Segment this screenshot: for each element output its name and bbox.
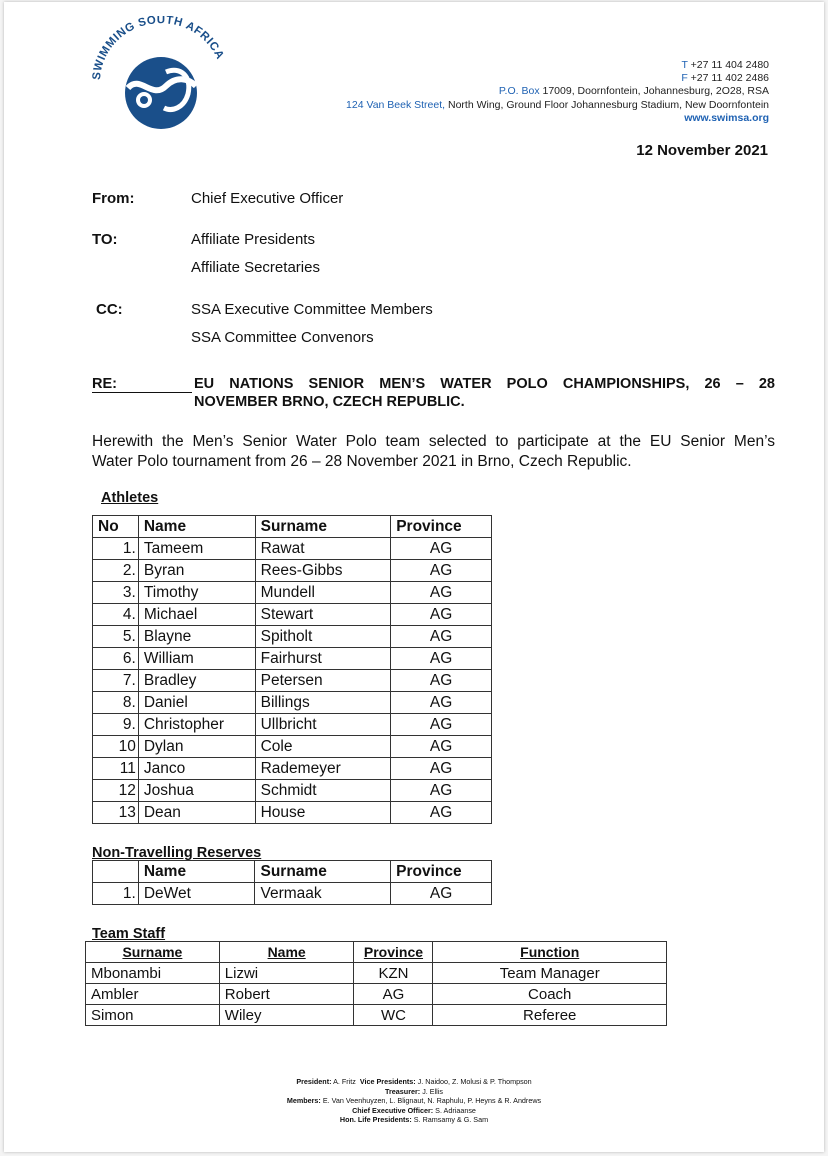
- table-cell: AG: [391, 670, 492, 692]
- footer-line-1: President: A. Fritz Vice Presidents: J. Naidoo, Z. Molusi & P. Thompson: [296, 1077, 532, 1086]
- footer-line-4: Chief Executive Officer: S. Adriaanse: [352, 1105, 476, 1115]
- table-cell: 9.: [93, 714, 139, 736]
- table-row: [93, 538, 492, 560]
- table-cell: House: [255, 802, 391, 824]
- table-cell: Spitholt: [255, 626, 391, 648]
- intro-paragraph: [92, 432, 775, 472]
- table-cell: AG: [391, 736, 492, 758]
- col-header-surname: Surname: [86, 942, 220, 963]
- table-cell: Blayne: [138, 626, 255, 648]
- website-link[interactable]: www.swimsa.org: [684, 111, 769, 124]
- svg-text:SWIMMING SOUTH AFRICA: SWIMMING SOUTH AFRICA: [90, 16, 226, 81]
- col-header-province: Province: [391, 861, 492, 883]
- table-cell: Tameem: [138, 538, 255, 560]
- table-cell: Mbonambi: [86, 963, 220, 984]
- contact-block: [346, 59, 769, 125]
- table-cell: 5.: [93, 626, 139, 648]
- po-box-line: P.O. Box 17009, Doornfontein, Johannesburg, 2O28, RSA: [498, 85, 769, 98]
- table-row: [93, 692, 492, 714]
- table-cell: Robert: [219, 984, 354, 1005]
- table-cell: Dylan: [138, 736, 255, 758]
- table-cell: Christopher: [138, 714, 255, 736]
- table-cell: Ambler: [86, 984, 220, 1005]
- table-cell: 6.: [93, 648, 139, 670]
- table-cell: Michael: [138, 604, 255, 626]
- cc-label: CC:: [96, 301, 123, 318]
- table-cell: Coach: [433, 984, 667, 1005]
- table-cell: Wiley: [219, 1005, 354, 1026]
- cc-value-1: SSA Executive Committee Members: [191, 301, 433, 318]
- table-row: [86, 984, 667, 1005]
- table-row: [93, 560, 492, 582]
- table-row: [93, 736, 492, 758]
- re-label: RE:: [92, 376, 117, 392]
- table-row: [93, 758, 492, 780]
- table-cell: Vermaak: [255, 883, 391, 905]
- table-cell: Ullbricht: [255, 714, 391, 736]
- intro-line-2: Water Polo tournament from 26 – 28 November 2021 in Brno, Czech Republic.: [92, 453, 632, 470]
- table-cell: Joshua: [138, 780, 255, 802]
- table-cell: DeWet: [138, 883, 255, 905]
- footer-line-5: Hon. Life Presidents: S. Ramsamy & G. Sam: [339, 1115, 489, 1125]
- table-cell: 12: [93, 780, 139, 802]
- table-cell: Rademeyer: [255, 758, 391, 780]
- athletes-title: Athletes: [101, 490, 159, 506]
- col-header-surname: Surname: [255, 516, 391, 538]
- table-cell: Billings: [255, 692, 391, 714]
- table-row: [93, 802, 492, 824]
- table-cell: 7.: [93, 670, 139, 692]
- col-header-province: Province: [391, 516, 492, 538]
- col-header-no: No: [93, 516, 139, 538]
- table-cell: WC: [354, 1005, 433, 1026]
- table-row: [93, 714, 492, 736]
- re-line-2: NOVEMBER BRNO, CZECH REPUBLIC.: [194, 394, 465, 410]
- col-header-surname: Surname: [255, 861, 391, 883]
- table-cell: AG: [391, 626, 492, 648]
- col-header-blank: [93, 861, 139, 883]
- table-cell: Lizwi: [219, 963, 354, 984]
- re-line-1: EU NATIONS SENIOR MEN’S WATER POLO CHAMPIONSHIPS, 26 – 28: [194, 376, 775, 392]
- cc-value-2: SSA Committee Convenors: [191, 329, 374, 346]
- table-cell: Byran: [138, 560, 255, 582]
- table-cell: Stewart: [255, 604, 391, 626]
- to-label: TO:: [92, 231, 118, 248]
- col-header-name: Name: [219, 942, 354, 963]
- table-cell: AG: [391, 582, 492, 604]
- table-cell: Janco: [138, 758, 255, 780]
- table-cell: Bradley: [138, 670, 255, 692]
- table-row: [93, 604, 492, 626]
- table-row: [93, 648, 492, 670]
- col-header-function: Function: [433, 942, 667, 963]
- reserves-header-row: [93, 861, 492, 883]
- table-cell: Mundell: [255, 582, 391, 604]
- table-cell: AG: [391, 802, 492, 824]
- table-cell: Rees-Gibbs: [255, 560, 391, 582]
- table-cell: AG: [391, 883, 492, 905]
- table-cell: 3.: [93, 582, 139, 604]
- table-cell: AG: [391, 604, 492, 626]
- to-value-2: Affiliate Secretaries: [191, 259, 320, 276]
- intro-line-1: Herewith the Men’s Senior Water Polo team selected to participate at the EU Senior Men’s: [92, 433, 775, 450]
- table-cell: AG: [391, 780, 492, 802]
- from-label: From:: [92, 190, 135, 207]
- table-row: [93, 582, 492, 604]
- staff-table: [85, 941, 667, 1026]
- table-row: [86, 1005, 667, 1026]
- col-header-name: Name: [138, 516, 255, 538]
- to-value-1: Affiliate Presidents: [191, 231, 315, 248]
- table-cell: Cole: [255, 736, 391, 758]
- table-row: [93, 670, 492, 692]
- table-cell: 11: [93, 758, 139, 780]
- col-header-province: Province: [354, 942, 433, 963]
- table-cell: Dean: [138, 802, 255, 824]
- table-row: [93, 626, 492, 648]
- table-cell: 13: [93, 802, 139, 824]
- table-cell: 10: [93, 736, 139, 758]
- col-header-name: Name: [138, 861, 255, 883]
- letter-page: [4, 2, 824, 1152]
- table-cell: Petersen: [255, 670, 391, 692]
- table-cell: Daniel: [138, 692, 255, 714]
- table-cell: AG: [391, 692, 492, 714]
- table-cell: Schmidt: [255, 780, 391, 802]
- table-cell: 1.: [93, 538, 139, 560]
- table-cell: 4.: [93, 604, 139, 626]
- table-cell: Fairhurst: [255, 648, 391, 670]
- table-cell: AG: [391, 648, 492, 670]
- from-value: Chief Executive Officer: [191, 190, 344, 207]
- letter-date: 12 November 2021: [636, 142, 768, 159]
- table-cell: William: [138, 648, 255, 670]
- table-cell: 2.: [93, 560, 139, 582]
- telephone-line: T +27 11 404 2480: [681, 59, 769, 71]
- staff-header-row: [86, 942, 667, 963]
- table-cell: AG: [391, 714, 492, 736]
- footer-line-3: Members: E. Van Veenhuyzen, L. Blignaut, N. Raphulu, P. Heyns & R. Andrews: [286, 1096, 542, 1106]
- table-cell: Timothy: [138, 582, 255, 604]
- table-cell: AG: [391, 758, 492, 780]
- table-cell: KZN: [354, 963, 433, 984]
- table-cell: AG: [354, 984, 433, 1005]
- re-underline: [92, 392, 192, 393]
- footer-line-2: Treasurer: J. Ellis: [385, 1086, 443, 1096]
- table-cell: 1.: [93, 883, 139, 905]
- table-cell: Team Manager: [433, 963, 667, 984]
- reserves-table: [92, 860, 492, 905]
- table-row: [86, 963, 667, 984]
- staff-title: Team Staff: [92, 926, 166, 942]
- fax-line: F +27 11 402 2486: [681, 72, 769, 85]
- table-cell: AG: [391, 538, 492, 560]
- athletes-table: [92, 515, 492, 824]
- table-cell: 8.: [93, 692, 139, 714]
- street-line: 124 Van Beek Street, North Wing, Ground Floor Johannesburg Stadium, New Doornfontein: [346, 98, 769, 111]
- table-row: [93, 780, 492, 802]
- table-cell: Referee: [433, 1005, 667, 1026]
- letter-footer: [4, 1077, 824, 1125]
- athletes-header-row: [93, 516, 492, 538]
- swimming-south-africa-logo: [88, 16, 234, 132]
- table-row: [93, 883, 492, 905]
- reserves-title: Non-Travelling Reserves: [92, 845, 262, 861]
- table-cell: Simon: [86, 1005, 220, 1026]
- table-cell: Rawat: [255, 538, 391, 560]
- table-cell: AG: [391, 560, 492, 582]
